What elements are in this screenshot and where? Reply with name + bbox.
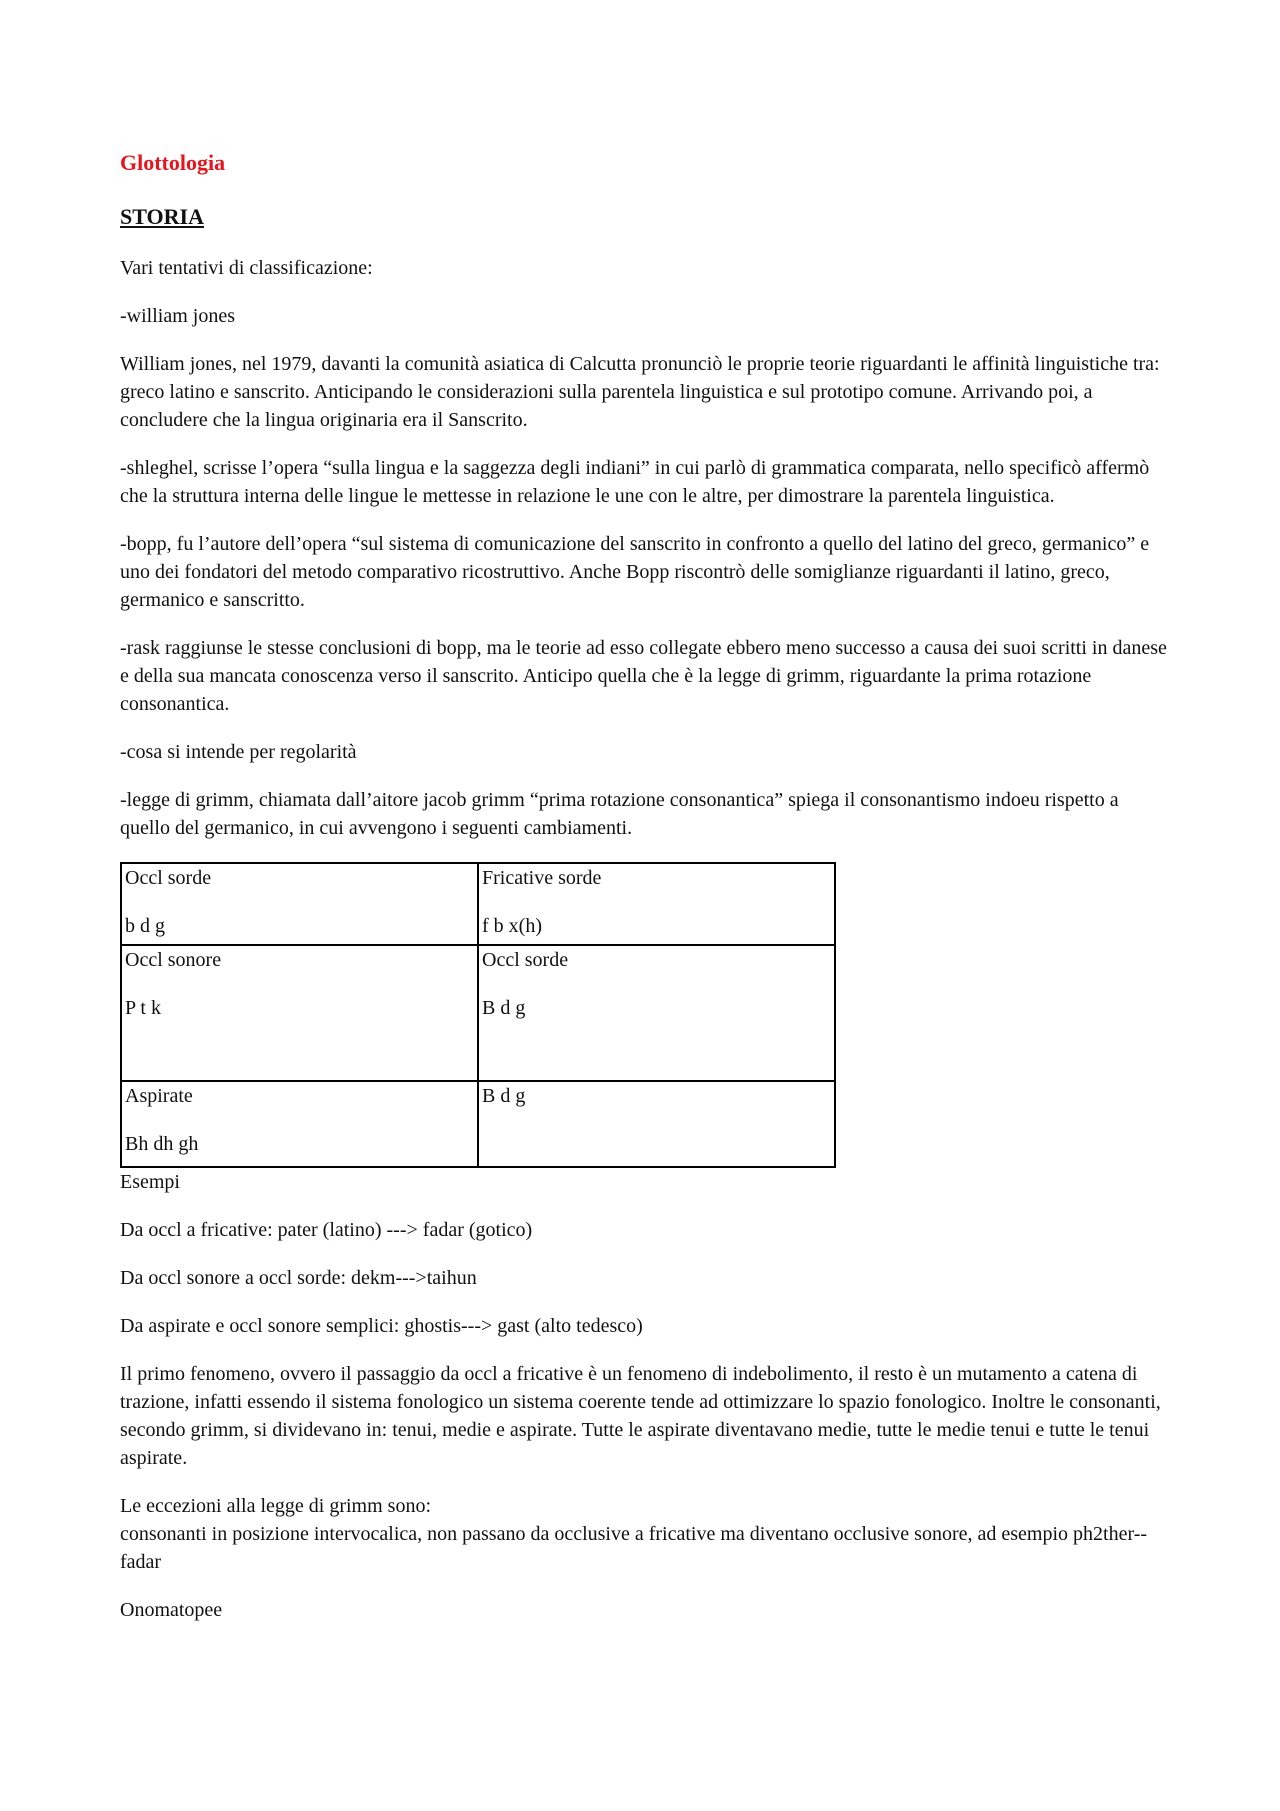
- cell-label: Fricative sorde: [482, 867, 602, 889]
- cell-value: B d g: [482, 997, 526, 1019]
- table-cell: [121, 863, 478, 945]
- cell-label: Aspirate: [125, 1085, 193, 1107]
- paragraph: -rask raggiunse le stesse conclusioni di bopp, ma le teorie ad esso collegate ebbero meno successo a causa dei suoi scritti in danese e della sua mancata conoscenza verso il sanscrito. Anticipo quella che è la legge di grimm, riguardante la prima rotazione consonantica.: [120, 637, 1167, 715]
- paragraph: William jones, nel 1979, davanti la comunità asiatica di Calcutta pronunciò le proprie teorie riguardanti le affinità linguistiche tra: greco latino e sanscrito. Anticipando le considerazioni sulla parentela linguistica e sul prototipo comune. Arrivando poi, a concludere che la lingua originaria era il Sanscrito.: [120, 353, 1160, 431]
- cell-value: b d g: [125, 915, 165, 937]
- table-row: [121, 1081, 835, 1167]
- cell-label: Occl sonore: [125, 949, 222, 971]
- table-row: [121, 863, 835, 945]
- paragraph: Da occl sonore a occl sorde: dekm--->taihun: [120, 1267, 477, 1289]
- table-cell: [478, 945, 835, 1081]
- section-heading: STORIA: [120, 204, 204, 229]
- cell-label: Occl sorde: [482, 949, 569, 971]
- paragraph: Il primo fenomeno, ovvero il passaggio da occl a fricative è un fenomeno di indebolimento, il resto è un mutamento a catena di trazione, infatti essendo il sistema fonologico un sistema coerente tende ad ottimizzare lo spazio fonologico. Inoltre le consonanti, secondo grimm, si dividevano in: tenui, medie e aspirate. Tutte le aspirate diventavano medie, tutte le medie tenui e tutte le tenui aspirate.: [120, 1363, 1161, 1469]
- paragraph: -cosa si intende per regolarità: [120, 741, 357, 763]
- paragraph: -william jones: [120, 305, 235, 327]
- paragraph: Vari tentativi di classificazione:: [120, 257, 373, 279]
- cell-label: Occl sorde: [125, 867, 212, 889]
- table-cell: [478, 1081, 835, 1167]
- table-cell: [121, 1081, 478, 1167]
- document-page: [120, 148, 1170, 1644]
- paragraph: -bopp, fu l’autore dell’opera “sul sistema di comunicazione del sanscrito in confronto a quello del latino del greco, germanico” e uno dei fondatori del metodo comparativo ricostruttivo. Anche Bopp riscontrò delle somiglianze riguardanti il latino, greco, germanico e sanscritto.: [120, 533, 1150, 611]
- exceptions-body: consonanti in posizione intervocalica, non passano da occlusive a fricative ma diventano occlusive sonore, ad esempio ph2ther-- fadar: [120, 1523, 1148, 1573]
- cell-value: P t k: [125, 997, 161, 1019]
- exceptions-intro: Le eccezioni alla legge di grimm sono:: [120, 1495, 431, 1517]
- document-title: Glottologia: [120, 150, 226, 175]
- paragraph: Da occl a fricative: pater (latino) ---> fadar (gotico): [120, 1219, 533, 1241]
- paragraph: Onomatopee: [120, 1599, 223, 1621]
- table-cell: [478, 863, 835, 945]
- paragraph: -shleghel, scrisse l’opera “sulla lingua e la saggezza degli indiani” in cui parlò di grammatica comparata, nello specificò affermò che la struttura interna delle lingue le mettesse in relazione le une con le altre, per dimostrare la parentela linguistica.: [120, 457, 1150, 507]
- consonant-shift-table: [120, 862, 836, 1168]
- paragraph: Da aspirate e occl sonore semplici: ghostis---> gast (alto tedesco): [120, 1315, 643, 1337]
- table-row: [121, 945, 835, 1081]
- paragraph: -legge di grimm, chiamata dall’aitore jacob grimm “prima rotazione consonantica” spiega il consonantismo indoeu rispetto a quello del germanico, in cui avvengono i seguenti cambiamenti.: [120, 789, 1119, 839]
- cell-label: B d g: [482, 1085, 526, 1107]
- cell-value: f b x(h): [482, 915, 542, 937]
- table-cell: [121, 945, 478, 1081]
- cell-value: Bh dh gh: [125, 1133, 199, 1155]
- paragraph: Esempi: [120, 1171, 180, 1193]
